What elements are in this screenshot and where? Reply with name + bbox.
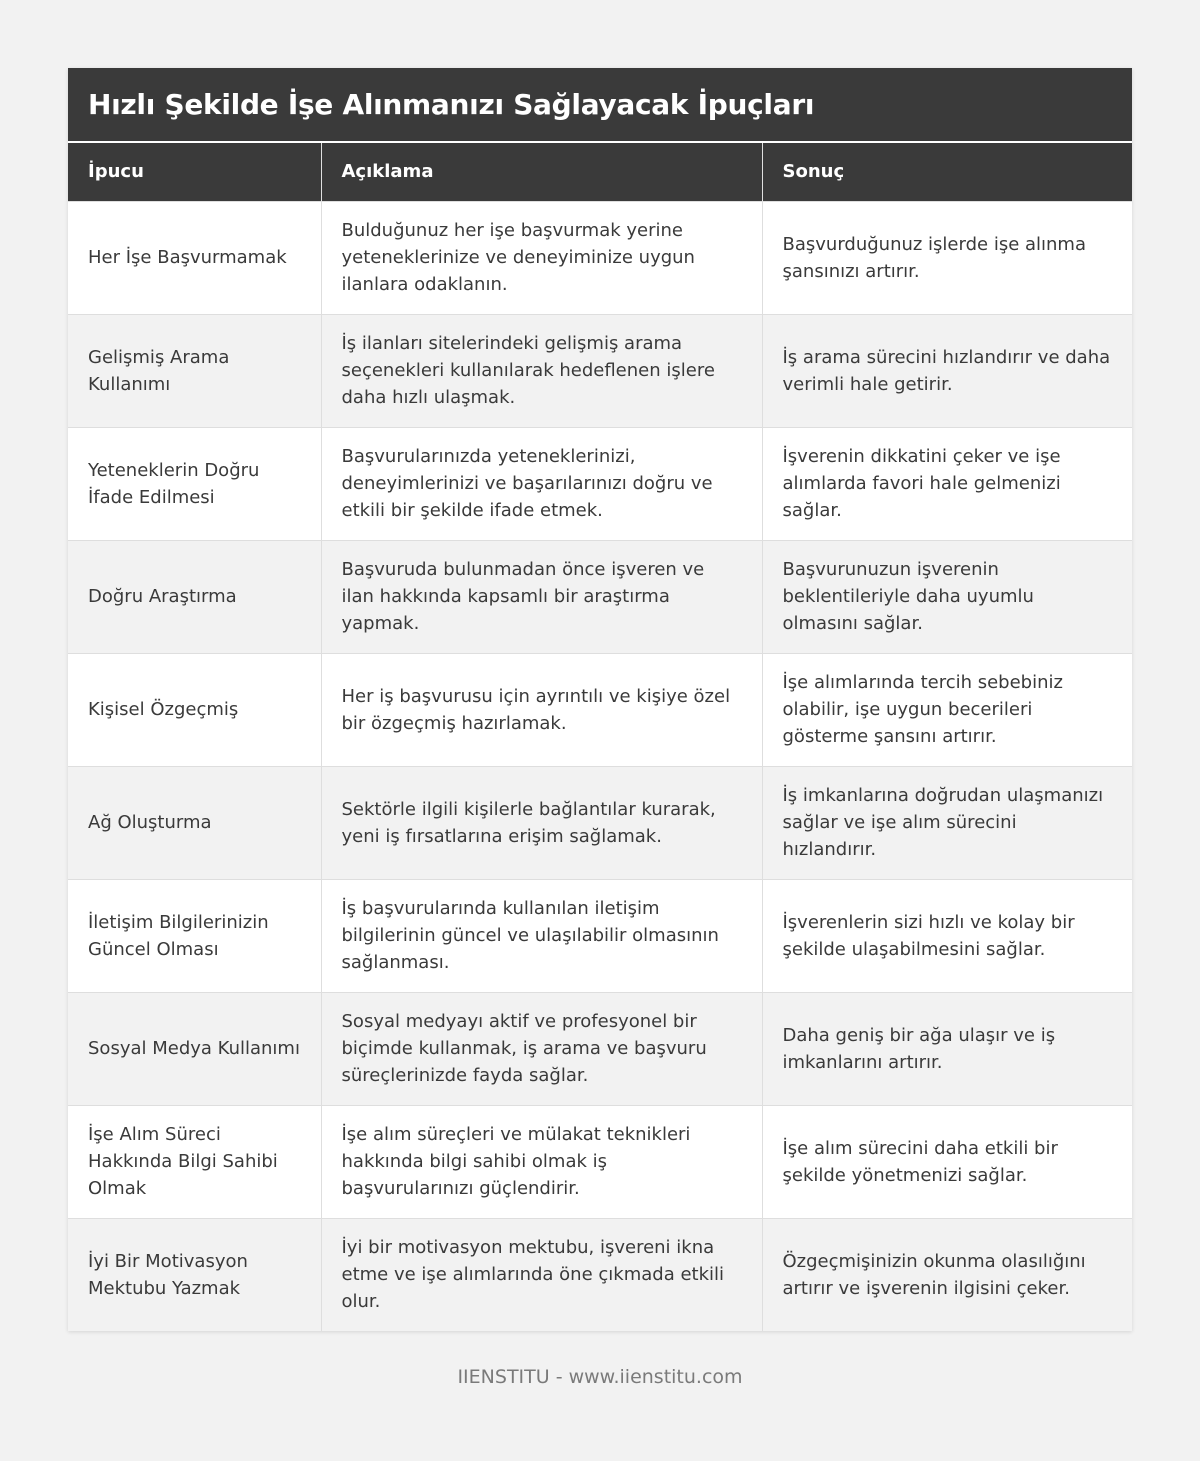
description-cell: Bulduğunuz her işe başvurmak yerine yeteneklerinize ve deneyiminize uygun ilanlara odaklanın. <box>321 201 762 314</box>
tip-cell: Sosyal Medya Kullanımı <box>68 992 321 1105</box>
table-row <box>68 1105 1132 1218</box>
description-cell: İş ilanları sitelerindeki gelişmiş arama seçenekleri kullanılarak hedeflenen işlere daha hızlı ulaşmak. <box>321 314 762 427</box>
table-row <box>68 540 1132 653</box>
table-row <box>68 1218 1132 1331</box>
result-cell: Başvurduğunuz işlerde işe alınma şansınızı artırır. <box>762 201 1132 314</box>
table-row <box>68 992 1132 1105</box>
result-cell: İş arama sürecini hızlandırır ve daha verimli hale getirir. <box>762 314 1132 427</box>
result-cell: Daha geniş bir ağa ulaşır ve iş imkanlarını artırır. <box>762 992 1132 1105</box>
table-body <box>68 201 1132 1331</box>
tips-card <box>68 68 1132 1331</box>
footer-credit: IIENSTITU - www.iienstitu.com <box>457 1366 743 1388</box>
result-cell: İşe alımlarında tercih sebebiniz olabilir, işe uygun becerileri gösterme şansını artırır. <box>762 653 1132 766</box>
table-row <box>68 766 1132 879</box>
description-cell: İyi bir motivasyon mektubu, işvereni ikna etme ve işe alımlarında öne çıkmada etkili olur. <box>321 1218 762 1331</box>
column-header-result: Sonuç <box>762 143 1132 201</box>
tip-cell: Yeteneklerin Doğru İfade Edilmesi <box>68 427 321 540</box>
result-cell: Başvurunuzun işverenin beklentileriyle daha uyumlu olmasını sağlar. <box>762 540 1132 653</box>
description-cell: Başvuruda bulunmadan önce işveren ve ilan hakkında kapsamlı bir araştırma yapmak. <box>321 540 762 653</box>
tip-cell: Gelişmiş Arama Kullanımı <box>68 314 321 427</box>
description-cell: Her iş başvurusu için ayrıntılı ve kişiye özel bir özgeçmiş hazırlamak. <box>321 653 762 766</box>
table-row <box>68 201 1132 314</box>
tips-table <box>68 143 1132 1331</box>
result-cell: İşverenlerin sizi hızlı ve kolay bir şekilde ulaşabilmesini sağlar. <box>762 879 1132 992</box>
header-row <box>68 143 1132 201</box>
table-row <box>68 653 1132 766</box>
tip-cell: İşe Alım Süreci Hakkında Bilgi Sahibi Olmak <box>68 1105 321 1218</box>
tip-cell: İyi Bir Motivasyon Mektubu Yazmak <box>68 1218 321 1331</box>
tip-cell: Ağ Oluşturma <box>68 766 321 879</box>
tip-cell: Her İşe Başvurmamak <box>68 201 321 314</box>
tip-cell: İletişim Bilgilerinizin Güncel Olması <box>68 879 321 992</box>
page-title: Hızlı Şekilde İşe Alınmanızı Sağlayacak İpuçları <box>88 88 815 121</box>
table-row <box>68 314 1132 427</box>
column-header-description: Açıklama <box>321 143 762 201</box>
result-cell: İş imkanlarına doğrudan ulaşmanızı sağlar ve işe alım sürecini hızlandırır. <box>762 766 1132 879</box>
result-cell: İşe alım sürecini daha etkili bir şekilde yönetmenizi sağlar. <box>762 1105 1132 1218</box>
column-header-tip: İpucu <box>68 143 321 201</box>
description-cell: Sektörle ilgili kişilerle bağlantılar kurarak, yeni iş fırsatlarına erişim sağlamak. <box>321 766 762 879</box>
tip-cell: Kişisel Özgeçmiş <box>68 653 321 766</box>
table-row <box>68 879 1132 992</box>
table-header <box>68 143 1132 201</box>
tip-cell: Doğru Araştırma <box>68 540 321 653</box>
description-cell: Başvurularınızda yeteneklerinizi, deneyimlerinizi ve başarılarınızı doğru ve etkili bir şekilde ifade etmek. <box>321 427 762 540</box>
description-cell: İş başvurularında kullanılan iletişim bilgilerinin güncel ve ulaşılabilir olmasının sağlanması. <box>321 879 762 992</box>
table-row <box>68 427 1132 540</box>
title-bar <box>68 68 1132 143</box>
result-cell: İşverenin dikkatini çeker ve işe alımlarda favori hale gelmenizi sağlar. <box>762 427 1132 540</box>
result-cell: Özgeçmişinizin okunma olasılığını artırır ve işverenin ilgisini çeker. <box>762 1218 1132 1331</box>
description-cell: Sosyal medyayı aktif ve profesyonel bir biçimde kullanmak, iş arama ve başvuru süreçlerinizde fayda sağlar. <box>321 992 762 1105</box>
description-cell: İşe alım süreçleri ve mülakat teknikleri hakkında bilgi sahibi olmak iş başvurularınızı güçlendirir. <box>321 1105 762 1218</box>
